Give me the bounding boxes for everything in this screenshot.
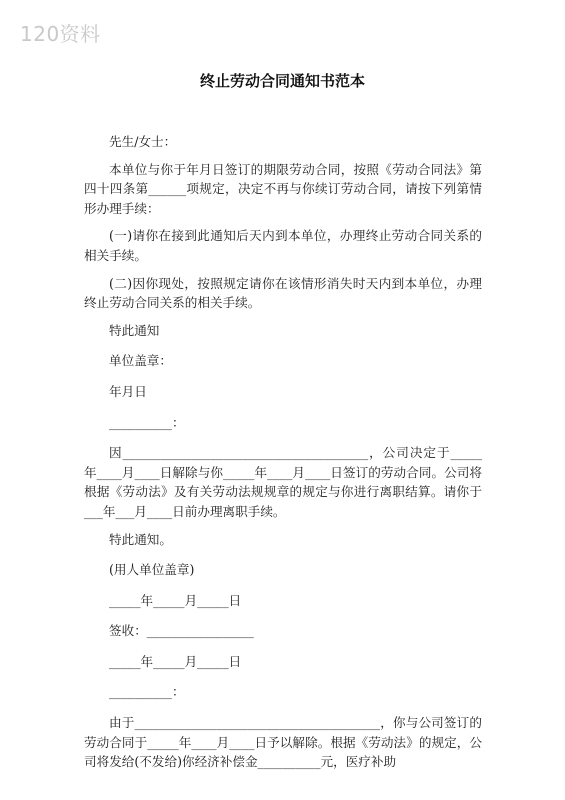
salutation: 先生/女士： [109, 134, 177, 149]
option-one-paragraph: (一)请你在接到此通知后天内到本单位，办理终止劳动合同关系的相关手续。 [84, 228, 482, 263]
notice-closing-2: 特此通知。 [109, 531, 172, 547]
option-two-paragraph: (二)因你现处，按照规定请你在该情形消失时天内到本单位，办理终止劳动合同关系的相关手续。 [84, 275, 482, 311]
document-body [84, 132, 482, 780]
watermark-logo: 120资料 [20, 22, 101, 46]
date-blank-line: _____年_____月_____日 [109, 592, 242, 608]
termination-compensation-paragraph: 由于_______________________________________，你与公司签订的劳动合同于_____年____月____日予以解除。根据《劳动法》的规定，公司将发给(不发给)你经济补偿金__________元，医疗补助 [84, 715, 482, 770]
signature-receipt-line: 签收：_________________ [109, 623, 254, 639]
unit-seal-label: 单位盖章： [109, 353, 172, 369]
document-title: 终止劳动合同通知书范本 [199, 72, 365, 90]
employer-seal-label: (用人单位盖章) [109, 562, 195, 578]
notice-intro-paragraph: 本单位与你于年月日签订的期限劳动合同，按照《劳动合同法》第四十四条第______项规定，决定不再与你续订劳动合同，请按下列第情形办理手续： [84, 161, 482, 216]
notice-closing: 特此通知 [109, 322, 160, 338]
recipient-blank-2: __________： [109, 684, 185, 700]
dismissal-paragraph: 因_______________________________________，公司决定于_____年____月____日解除与你_____年____月____日签订的劳动合同。公司将根据《劳动法》及有关劳动法规规章的规定与你进行离职结算。请你于___年___月____日前办理离职手续。 [84, 445, 482, 519]
date-blank-line-2: _____年_____月_____日 [109, 653, 242, 669]
recipient-blank: __________： [109, 414, 185, 430]
date-line: 年月日 [109, 383, 147, 399]
